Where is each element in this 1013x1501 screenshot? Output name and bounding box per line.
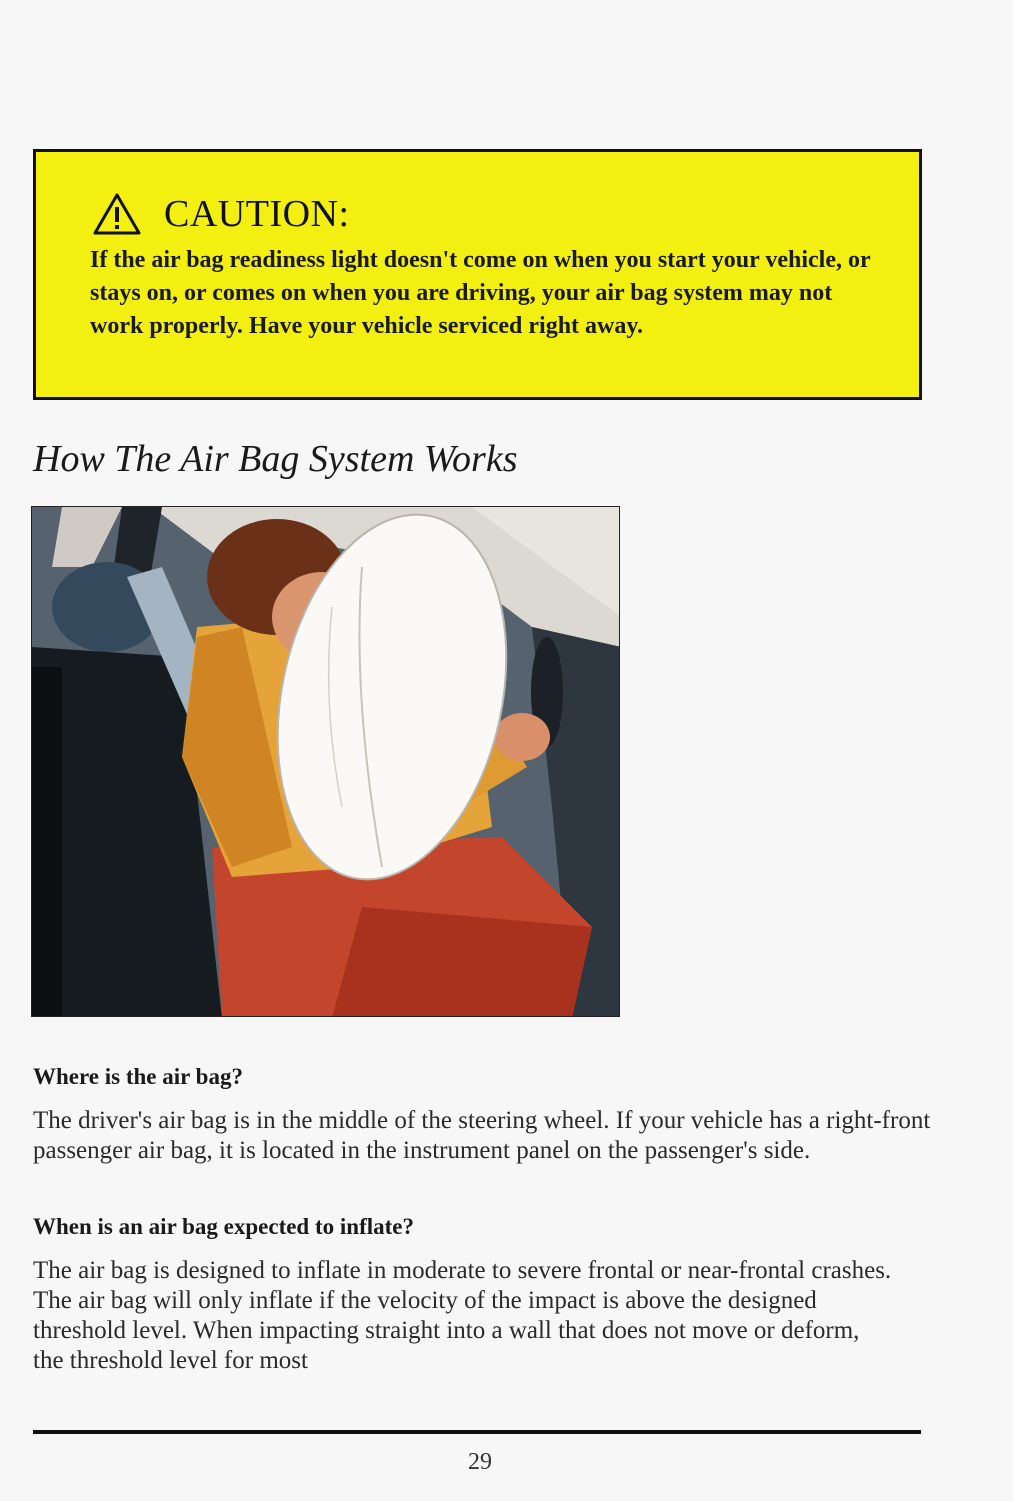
question-heading-inflate: When is an air bag expected to inflate? (33, 1214, 414, 1239)
section-title: How The Air Bag System Works (33, 438, 518, 480)
footer-divider (33, 1430, 921, 1434)
answer-text-inflate: The air bag is designed to inflate in moderate to severe frontal or near-frontal crashes. The air bag will only inflate if the velocity of the impact is above the designed threshold level. When impacting straight into a wall that does not move or deform, the threshold level for most (33, 1257, 892, 1374)
airbag-illustration (31, 506, 620, 1017)
caution-label: CAUTION: (164, 193, 350, 235)
caution-text: If the air bag readiness light doesn't come on when you start your vehicle, or stays on, or comes on when you are driving, your air bag system may not work properly. Have your vehicle serviced right away. (90, 247, 871, 339)
airbag-deployment-illustration (32, 507, 620, 1017)
page-number: 29 (468, 1449, 492, 1475)
answer-text-location: The driver's air bag is in the middle of the steering wheel. If your vehicle has a right-front passenger air bag, it is located in the instrument panel on the passenger's side. (33, 1107, 931, 1164)
warning-triangle-icon (92, 192, 142, 236)
caution-heading (92, 192, 350, 236)
caution-box (33, 149, 922, 400)
question-heading-location: Where is the air bag? (33, 1064, 243, 1089)
